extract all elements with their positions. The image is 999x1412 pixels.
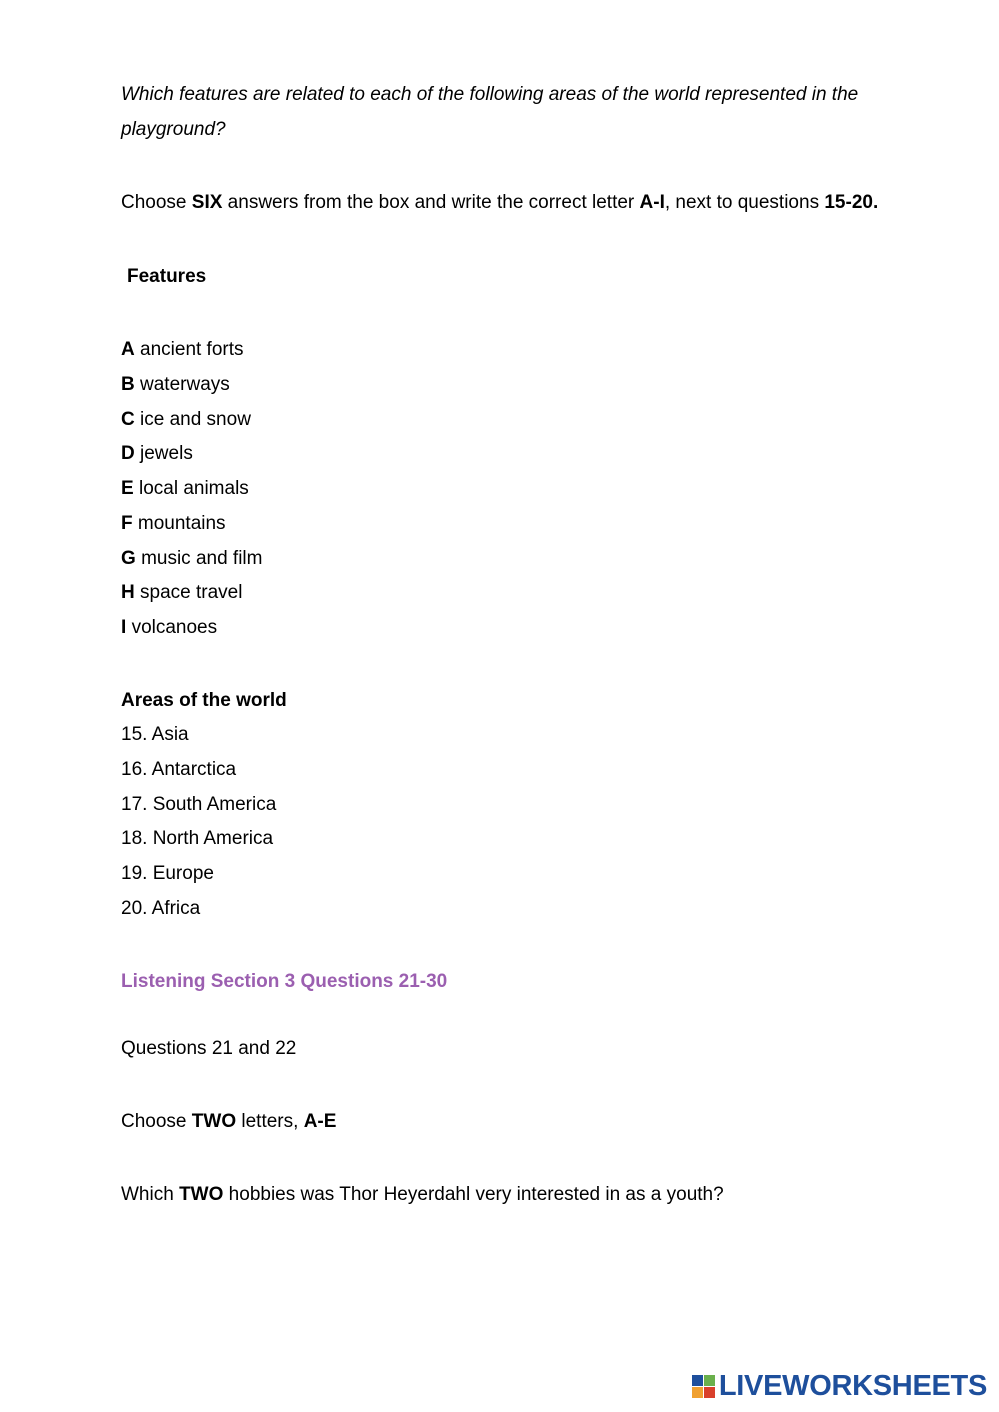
feature-item: B waterways xyxy=(121,373,230,395)
question-line-1: Which features are related to each of the following areas of the world represented in the xyxy=(121,84,859,105)
section3-title: Listening Section 3 Questions 21-30 xyxy=(121,971,448,992)
feature-item: A ancient forts xyxy=(121,339,244,360)
logo-mark-icon xyxy=(692,1375,715,1398)
areas-heading: Areas of the world xyxy=(121,690,287,711)
area-item: 16. Antarctica xyxy=(121,758,237,780)
choose-instruction: Choose SIX answers from the box and write the correct letter A-I, next to questions 15-20. xyxy=(121,192,879,213)
question-line-2: playground? xyxy=(121,119,226,140)
liveworksheets-logo xyxy=(692,1372,987,1400)
area-item: 20. Africa xyxy=(121,897,201,919)
questions-label: Questions 21 and 22 xyxy=(121,1038,297,1059)
feature-item: I volcanoes xyxy=(121,617,218,638)
feature-item: D jewels xyxy=(121,443,193,465)
area-item: 15. Asia xyxy=(121,724,189,745)
area-item: 18. North America xyxy=(121,828,274,850)
feature-item: E local animals xyxy=(121,478,249,499)
features-heading: Features xyxy=(127,266,207,287)
feature-item: C ice and snow xyxy=(121,408,251,430)
area-item: 19. Europe xyxy=(121,863,214,884)
hobbies-question: Which TWO hobbies was Thor Heyerdahl very interested in as a youth? xyxy=(121,1184,724,1205)
feature-item: F mountains xyxy=(121,512,226,534)
choose-two-instruction: Choose TWO letters, A-E xyxy=(121,1111,337,1132)
feature-item: G music and film xyxy=(121,547,263,569)
feature-item: H space travel xyxy=(121,582,243,604)
logo-text: LIVEWORKSHEETS xyxy=(718,1370,987,1402)
area-item: 17. South America xyxy=(121,793,277,815)
